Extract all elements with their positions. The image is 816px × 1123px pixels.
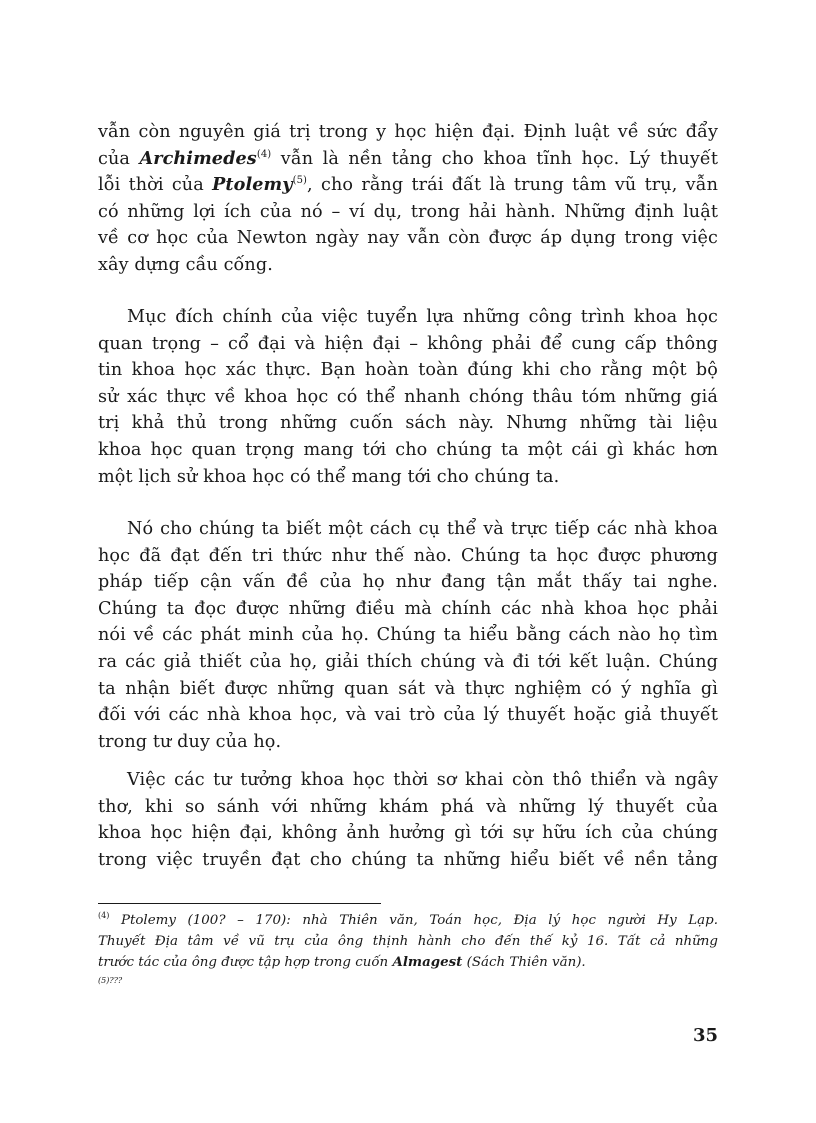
paragraph-2	[98, 304, 718, 490]
text-line: Nó cho chúng ta biết một cách cụ thể và trực tiếp các nhà khoa	[127, 519, 718, 539]
text-line: khoa học quan trọng mang tới cho chúng ta một cái gì khác hơn	[98, 439, 718, 460]
text-line: sử xác thực về khoa học có thể nhanh chóng thâu tóm những giá	[98, 386, 718, 407]
footnote-4-line: Thuyết Địa tâm về vũ trụ của ông thịnh hành cho đến thế kỷ 16. Tất cả những	[98, 933, 718, 949]
footnote-ref-4: (4)	[256, 148, 272, 160]
text-line: vẫn còn nguyên giá trị trong y học hiện đại. Định luật về sức đẩy	[98, 122, 718, 142]
footnotes	[98, 911, 718, 986]
text-line: một lịch sử khoa học có thể mang tới cho chúng ta.	[98, 466, 560, 487]
text-line: Việc các tư tưởng khoa học thời sơ khai còn thô thiển và ngây	[127, 770, 718, 790]
text-line: Mục đích chính của việc tuyển lựa những công trình khoa học	[127, 307, 718, 327]
text-line: Chúng ta đọc được những điều mà chính các nhà khoa học phải	[98, 598, 718, 619]
text-line: của Archimedes$^{(4)}$ vẫn là nền tảng cho khoa tĩnh học. Lý thuyết	[98, 147, 718, 169]
footnote-4-line: $^{(4)}$ Ptolemy (100? – 170): nhà Thiên văn, Toán học, Địa lý học người Hy Lạp.	[98, 911, 718, 928]
text-line: quan trọng – cổ đại và hiện đại – không phải để cung cấp thông	[98, 333, 718, 354]
text-line: đối với các nhà khoa học, và vai trò của lý thuyết hoặc giả thuyết	[98, 705, 718, 726]
text-line: pháp tiếp cận vấn đề của họ như đang tận mắt thấy tai nghe.	[98, 572, 718, 593]
paragraph-3	[98, 516, 718, 755]
text-line: ra các giả thiết của họ, giải thích chúng và đi tới kết luận. Chúng	[98, 651, 718, 672]
text-line: có những lợi ích của nó – ví dụ, trong hải hành. Những định luật	[98, 201, 718, 222]
text-line: ta nhận biết được những quan sát và thực nghiệm có ý nghĩa gì	[98, 678, 718, 699]
text-line: thơ, khi so sánh với những khám phá và những lý thuyết của	[98, 796, 718, 817]
text-line: nói về các phát minh của họ. Chúng ta hiểu bằng cách nào họ tìm	[98, 625, 718, 646]
book-title-almagest: Almagest	[392, 954, 463, 970]
text-line: trị khả thủ trong những cuốn sách này. Nhưng những tài liệu	[98, 413, 718, 434]
text-line: tin khoa học xác thực. Bạn hoàn toàn đúng khi cho rằng một bộ	[98, 360, 718, 381]
text-line: xây dựng cầu cống.	[98, 254, 273, 275]
footnote-5: (5)???	[98, 975, 123, 985]
text-line: về cơ học của Newton ngày nay vẫn còn được áp dụng trong việc	[98, 228, 718, 249]
text-line: lỗi thời của Ptolemy$^{(5)}$, cho rằng trái đất là trung tâm vũ trụ, vẫn	[98, 174, 719, 196]
name-ptolemy: Ptolemy	[212, 174, 293, 196]
footnote-marker-4: (4)	[98, 911, 110, 920]
text-line: khoa học hiện đại, không ảnh hưởng gì tới sự hữu ích của chúng	[98, 823, 718, 844]
paragraph-4	[98, 767, 718, 873]
page-number: 35	[692, 1025, 718, 1046]
footnote-4-line: trước tác của ông được tập hợp trong cuốn Almagest (Sách Thiên văn).	[98, 954, 586, 970]
footnote-ref-5: (5)	[292, 175, 308, 187]
paragraph-1	[98, 119, 718, 279]
name-archimedes: Archimedes	[139, 147, 257, 169]
footnote-separator	[98, 903, 381, 904]
text-line: trong việc truyền đạt cho chúng ta những hiểu biết về nền tảng	[98, 849, 718, 870]
text-line: học đã đạt đến tri thức như thế nào. Chúng ta học được phương	[98, 545, 718, 566]
text-line: trong tư duy của họ.	[98, 731, 282, 752]
